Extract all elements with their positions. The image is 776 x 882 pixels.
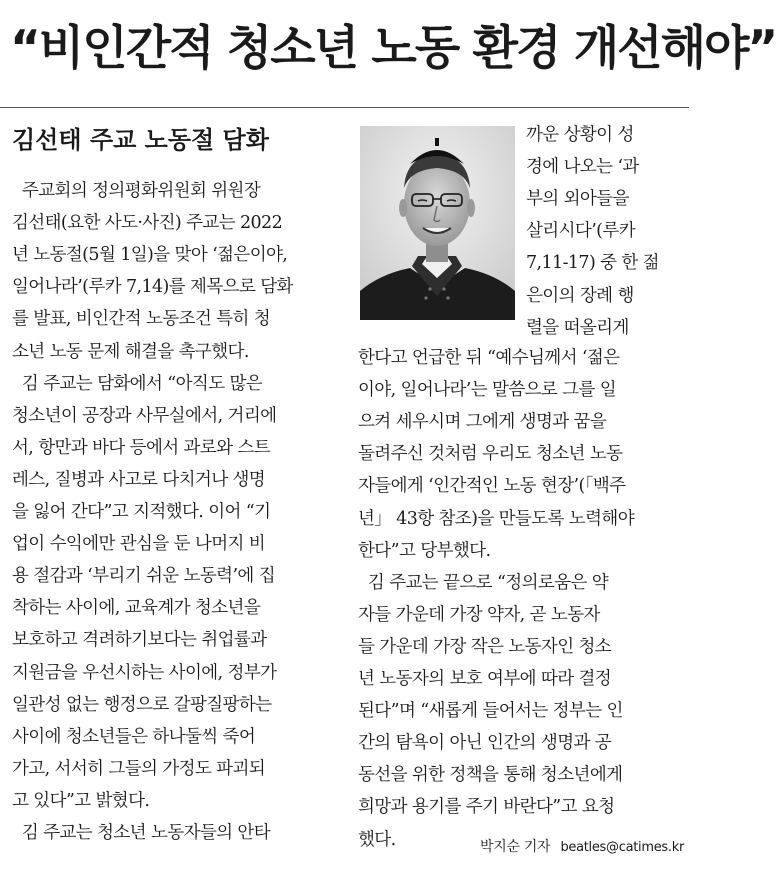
text-line: 부의 외아들을 (526, 189, 629, 210)
text-line: 한다고 언급한 뒤 “예수님께서 ‘젊은 (358, 348, 620, 368)
text-line: 은이의 장례 행 (526, 285, 634, 306)
text-line: 지원금을 우선시하는 사이에, 정부가 (12, 662, 277, 683)
byline (480, 833, 684, 861)
text-line: 돌려주신 것처럼 우리도 청소년 노동 (358, 444, 623, 465)
text-line: 년 노동절(5월 1일)을 맞아 ‘젊은이야, (12, 245, 288, 266)
text-line: 레스, 질병과 사고로 다치거나 생명 (12, 469, 266, 490)
text-line: 까운 상황이 성 (526, 125, 634, 145)
text-line: 동선을 위한 정책을 통해 청소년에게 (358, 765, 623, 786)
text-line: 으켜 세우시며 그에게 생명과 꿈을 (358, 412, 607, 433)
headline-divider (0, 107, 689, 108)
text-line: 가고, 서서히 그들의 가정도 파괴되 (12, 758, 266, 779)
text-line: 렬을 떠올리게 (526, 317, 629, 338)
bishop-portrait-photo (360, 126, 515, 320)
article-subheadline: 김선태 주교 노동절 담화 (12, 126, 269, 154)
text-line: 업이 수익에만 관심을 둔 나머지 비 (12, 534, 266, 555)
text-line: 희망과 용기를 주기 바란다”고 요청 (358, 797, 615, 818)
text-line: 고 있다”고 밝혔다. (12, 790, 150, 811)
text-line: 경에 나오는 ‘과 (526, 157, 639, 178)
text-line: 일어나라’(루카 7,14)를 제목으로 담화 (12, 277, 293, 298)
text-line: 7,11-17) 중 한 젊 (526, 253, 659, 274)
text-line: 자들에게 ‘인간적인 노동 현장’(「백주 (358, 476, 626, 497)
byline-name: 박지순 기자 (480, 839, 551, 855)
text-line: 주교회의 정의평화위원회 위원장 (12, 181, 261, 201)
text-line: 년」 43항 참조)을 만들도록 노력해야 (358, 508, 635, 529)
text-line: 김선태(요한 사도·사진) 주교는 2022 (12, 213, 283, 234)
text-line: 살리시다’(루카 (526, 221, 636, 242)
text-line: 보호하고 격려하기보다는 취업률과 (12, 630, 267, 651)
text-line: 를 발표, 비인간적 노동조건 특히 청 (12, 309, 271, 330)
article-headline: “비인간적 청소년 노동 환경 개선해야” (10, 21, 776, 76)
text-line: 청소년이 공장과 사무실에서, 거리에 (12, 405, 277, 426)
text-line: 했다. (358, 829, 396, 850)
text-line: 된다”며 “새롭게 들어서는 정부는 인 (358, 701, 623, 722)
text-line: 서, 항만과 바다 등에서 과로와 스트 (12, 437, 271, 458)
text-line: 김 주교는 끝으로 “정의로움은 약 (358, 572, 609, 593)
text-line: 년 노동자의 보호 여부에 따라 결정 (358, 669, 612, 689)
portrait-illustration (360, 126, 515, 320)
text-line: 자들 가운데 가장 약자, 곧 노동자 (358, 604, 600, 625)
text-line: 을 잃어 간다”고 지적했다. 이어 “기 (12, 502, 271, 522)
byline-email: beatles@catimes.kr (560, 840, 684, 855)
text-line: 한다”고 당부했다. (358, 540, 491, 561)
text-line: 일관성 없는 행정으로 갈팡질팡하는 (12, 694, 272, 715)
text-line: 김 주교는 담화에서 “아직도 많은 (12, 373, 263, 394)
text-line: 들 가운데 가장 작은 노동자인 청소 (358, 636, 612, 657)
text-line: 이야, 일어나라’는 말씀으로 그를 일 (358, 380, 617, 401)
text-line: 김 주교는 청소년 노동자들의 안타 (12, 823, 271, 843)
text-line: 용 절감과 ‘부리기 쉬운 노동력’에 집 (12, 566, 276, 587)
text-line: 소년 노동 문제 해결을 촉구했다. (12, 341, 249, 362)
text-line: 사이에 청소년들은 하나둘씩 죽어 (12, 726, 256, 747)
text-line: 간의 탐욕이 아닌 인간의 생명과 공 (358, 733, 612, 754)
text-line: 착하는 사이에, 교육계가 청소년을 (12, 598, 261, 619)
